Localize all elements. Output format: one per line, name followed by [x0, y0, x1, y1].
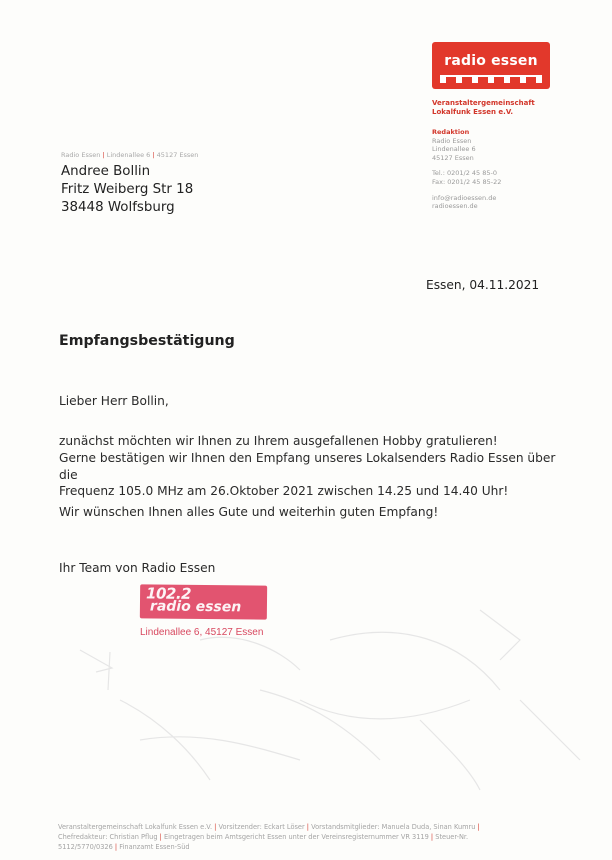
- logo-pattern-icon: [440, 75, 542, 83]
- recipient-name: Andree Bollin: [61, 164, 151, 179]
- footer-line-3: [58, 842, 548, 852]
- footer-editor: Chefredakteur: Christian Pflug: [58, 833, 158, 841]
- sender-street: Lindenallee 6: [106, 151, 151, 159]
- paragraph-1: [59, 433, 559, 500]
- contact-block: [432, 128, 602, 211]
- separator: |: [152, 151, 155, 159]
- contact-web[interactable]: radioessen.de: [432, 202, 478, 211]
- paragraph-1-line-2: Gerne bestätigen wir Ihnen den Empfang unseres Lokalsenders Radio Essen über die: [59, 450, 556, 482]
- footer-tax-label: Steuer-Nr.: [435, 833, 469, 841]
- footer-board: Vorstandsmitglieder: Manuela Duda, Sinan Kumru: [311, 823, 476, 831]
- stamp-address: Lindenallee 6, 45127 Essen: [140, 627, 264, 638]
- footer-line-1: [58, 822, 548, 832]
- stamp-frequency: 102.2: [145, 584, 192, 603]
- footer-org: Veranstaltergemeinschaft Lokalfunk Essen e.V.: [58, 823, 213, 831]
- separator: |: [306, 823, 310, 831]
- footer-tax-office: Finanzamt Essen-Süd: [119, 843, 190, 851]
- contact-street: Lindenallee 6: [432, 145, 476, 154]
- recipient-street: Fritz Weiberg Str 18: [61, 182, 194, 197]
- separator: |: [430, 833, 434, 841]
- sender-return-line: [61, 151, 198, 159]
- separator: |: [477, 823, 480, 831]
- letter-date: Essen, 04.11.2021: [426, 278, 540, 292]
- organization-name: [432, 99, 602, 117]
- paragraph-1-line-1: zunächst möchten wir Ihnen zu Ihrem ausgefallenen Hobby gratulieren!: [59, 434, 498, 448]
- recipient-city: 38448 Wolfsburg: [61, 200, 175, 215]
- contact-city: 45127 Essen: [432, 153, 474, 162]
- separator: |: [102, 151, 105, 159]
- org-line-2: Lokalfunk Essen e.V.: [432, 108, 514, 116]
- separator: |: [159, 833, 162, 841]
- contact-name: Radio Essen: [432, 136, 472, 145]
- contact-heading: Redaktion: [432, 128, 470, 136]
- separator: |: [214, 823, 217, 831]
- contact-tel: Tel.: 0201/2 45 85-0: [432, 169, 498, 178]
- sender-name: Radio Essen: [61, 151, 101, 159]
- logo-text: radio essen: [444, 53, 538, 69]
- letter-subject: Empfangsbestätigung: [59, 333, 235, 349]
- footer-register: Eingetragen beim Amtsgericht Essen unter der Vereinsregisternummer VR 3119: [164, 833, 429, 841]
- letter-footer: [58, 822, 548, 852]
- paragraph-2: Wir wünschen Ihnen alles Gute und weiterhin guten Empfang!: [59, 505, 439, 519]
- salutation: Lieber Herr Bollin,: [59, 394, 169, 408]
- signoff: Ihr Team von Radio Essen: [59, 561, 216, 575]
- footer-tax-number: 5112/5770/0326: [58, 843, 113, 851]
- org-line-1: Veranstaltergemeinschaft: [432, 99, 535, 107]
- radio-essen-logo: [432, 42, 550, 89]
- stamp-block: [140, 584, 267, 619]
- sender-city: 45127 Essen: [156, 151, 199, 159]
- footer-chair: Vorsitzender: Eckart Löser: [218, 823, 305, 831]
- station-stamp: [140, 585, 272, 643]
- contact-email[interactable]: info@radioessen.de: [432, 193, 497, 202]
- recipient-address: [61, 163, 193, 217]
- contact-fax: Fax: 0201/2 45 85-22: [432, 177, 502, 186]
- separator: |: [114, 843, 118, 851]
- paragraph-1-line-3: Frequenz 105.0 MHz am 26.Oktober 2021 zwischen 14.25 und 14.40 Uhr!: [59, 484, 509, 499]
- stamp-name: radio essen: [149, 598, 242, 616]
- footer-line-2: [58, 832, 548, 842]
